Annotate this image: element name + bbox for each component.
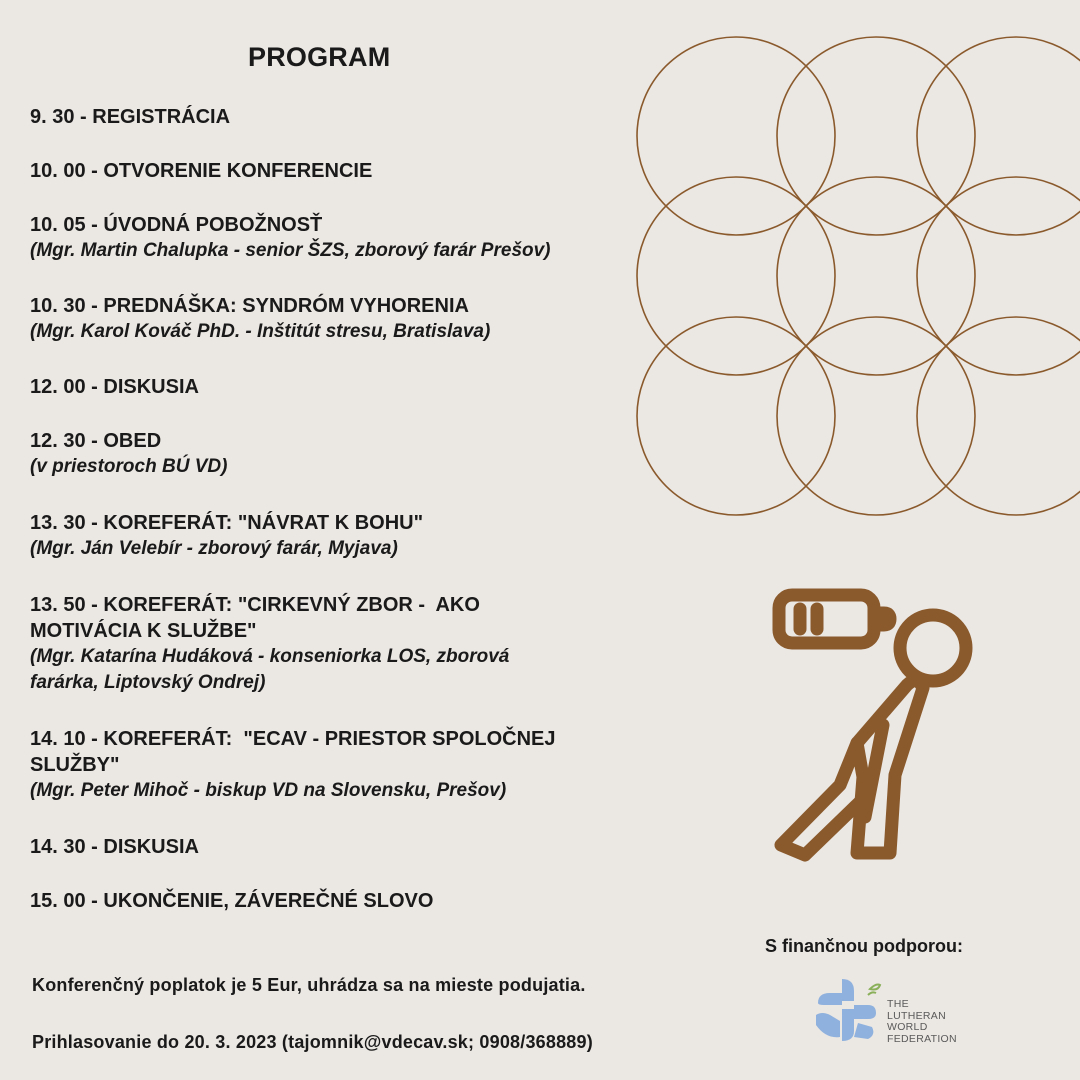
program-item xyxy=(30,374,630,400)
registration-note: Prihlasovanie do 20. 3. 2023 (tajomnik@vdecav.sk; 0908/368889) xyxy=(32,1032,593,1052)
program-item xyxy=(30,293,630,345)
program-item xyxy=(30,834,630,860)
program-item-speaker: (Mgr. Ján Velebír - zborový farár, Myjava) xyxy=(30,538,398,559)
program-item-heading: 12. 30 - OBED xyxy=(30,430,162,452)
program-item-speaker: (Mgr. Katarína Hudáková - konseniorka LOS, zborová xyxy=(30,646,510,667)
page-title: PROGRAM xyxy=(248,42,391,72)
program-item-heading: 13. 30 - KOREFERÁT: "NÁVRAT K BOHU" xyxy=(30,512,424,534)
program-item-speaker: (Mgr. Karol Kováč PhD. - Inštitút stresu, Bratislava) xyxy=(30,321,491,342)
program-item-heading: 13. 50 - KOREFERÁT: "CIRKEVNÝ ZBOR - AKO xyxy=(30,594,480,616)
program-item-speaker: (Mgr. Peter Mihoč - biskup VD na Slovensku, Prešov) xyxy=(30,780,507,801)
program-item-heading: 10. 00 - OTVORENIE KONFERENCIE xyxy=(30,160,373,182)
sponsor-logo-text: THE LUTHERAN WORLD FEDERATION xyxy=(887,998,957,1045)
lutheran-world-federation-logo-icon xyxy=(812,975,882,1045)
program-item xyxy=(30,212,630,264)
support-label: S finančnou podporou: xyxy=(765,936,963,956)
program-item xyxy=(30,888,630,914)
program-item-heading: MOTIVÁCIA K SLUŽBE" xyxy=(30,620,257,642)
program-item-heading: 14. 30 - DISKUSIA xyxy=(30,836,199,858)
program-item-speaker: (v priestoroch BÚ VD) xyxy=(30,456,228,477)
program-item-heading: 9. 30 - REGISTRÁCIA xyxy=(30,106,231,128)
program-item xyxy=(30,510,630,562)
program-item xyxy=(30,158,630,184)
program-item xyxy=(30,726,630,804)
program-item-heading: 10. 05 - ÚVODNÁ POBOŽNOSŤ xyxy=(30,214,323,236)
program-item xyxy=(30,104,630,130)
tired-person-low-battery-icon xyxy=(765,585,985,875)
fee-note: Konferenčný poplatok je 5 Eur, uhrádza sa na mieste podujatia. xyxy=(32,975,586,995)
program-item-heading: SLUŽBY" xyxy=(30,754,120,776)
program-item-speaker: farárka, Liptovský Ondrej) xyxy=(30,672,266,693)
program-item-heading: 14. 10 - KOREFERÁT: "ECAV - PRIESTOR SPOLOČNEJ xyxy=(30,728,556,750)
program-item xyxy=(30,592,630,696)
program-item xyxy=(30,428,630,480)
program-item-speaker: (Mgr. Martin Chalupka - senior ŠZS, zborový farár Prešov) xyxy=(30,240,551,261)
sponsor-logo xyxy=(812,975,1032,1050)
program-item-heading: 15. 00 - UKONČENIE, ZÁVEREČNÉ SLOVO xyxy=(30,890,434,912)
overlapping-circles-pattern-icon xyxy=(630,30,1080,520)
program-item-heading: 10. 30 - PREDNÁŠKA: SYNDRÓM VYHORENIA xyxy=(30,295,469,317)
program-item-heading: 12. 00 - DISKUSIA xyxy=(30,376,199,398)
